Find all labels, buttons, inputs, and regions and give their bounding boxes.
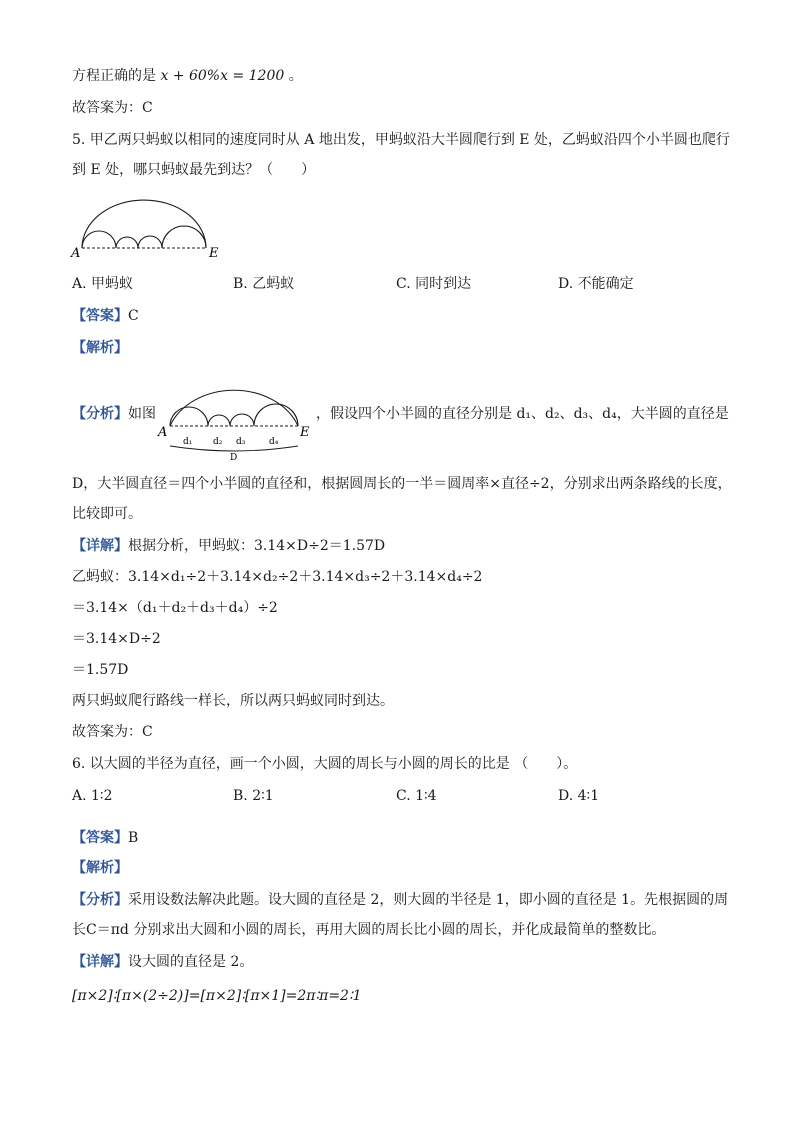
equation: x + 60%x = 1200: [160, 68, 285, 84]
q5-xiangjie-line: [72, 536, 385, 556]
q5-option-d: [558, 274, 634, 294]
label-d4: d₄: [269, 437, 279, 447]
label-total-d: D: [230, 453, 238, 462]
q5-fenxi-line2: D，大半圆直径＝四个小半圆的直径和，根据圆周长的一半＝圆周率×直径÷2，分别求出两条路线的长度，: [72, 476, 732, 492]
answer-value: B: [128, 830, 139, 846]
analysis-tag: 【解析】: [72, 860, 128, 876]
option-text: 1∶4: [415, 788, 437, 804]
option-text: 乙蚂蚁: [252, 276, 295, 292]
option-letter: D.: [558, 276, 574, 292]
top-answer-line: 故答案为：C: [72, 100, 153, 116]
fenxi-after-figure: ，假设四个小半圆的直径分别是 d₁、d₂、d₃、d₄，大半圆的直径是: [316, 406, 729, 422]
fenxi-before-figure: 如图: [128, 406, 156, 422]
option-text: 1∶2: [91, 788, 113, 804]
q5-conclusion: 两只蚂蚁爬行路线一样长，所以两只蚂蚁同时到达。: [72, 693, 394, 709]
equation-prefix: 方程正确的是: [72, 68, 156, 84]
small-semicircle-1: [82, 231, 116, 248]
xiangjie-tag: 【详解】: [72, 538, 128, 554]
q6-option-c: [396, 786, 437, 806]
small-semicircle-2: [116, 237, 138, 248]
q6-formula: [π×2]∶[π×(2÷2)]=[π×2]∶[π×1]=2π∶π=2∶1: [72, 988, 362, 1004]
q5-stem-line2: 到 E 处，哪只蚂蚁最先到达？（ ）: [72, 162, 316, 178]
small-semicircle-3: [138, 236, 162, 248]
q5-answer-line: [72, 306, 139, 326]
label-a: A: [158, 425, 168, 440]
equation-line: [72, 66, 303, 86]
xiangjie-text: 设大圆的直径是 2。: [128, 954, 254, 970]
q5-answer-final: 故答案为：C: [72, 724, 153, 740]
q5-analysis-figure: [156, 366, 322, 462]
option-letter: A.: [72, 788, 87, 804]
q6-xiangjie-line: [72, 952, 253, 972]
q5-option-b: [233, 274, 294, 294]
q6-option-a: [72, 786, 112, 806]
q5-stem-line1: 5. 甲乙两只蚂蚁以相同的速度同时从 A 地出发，甲蚂蚁沿大半圆爬行到 E 处，乙蚂蚁沿四个小半圆也爬行: [72, 132, 730, 148]
label-e: E: [209, 246, 219, 261]
xiangjie-text: 根据分析，甲蚂蚁：3.14×D÷2＝1.57D: [128, 538, 386, 554]
fenxi-tag: 【分析】: [72, 892, 128, 908]
label-d1: d₁: [183, 437, 193, 447]
q6-stem: 6. 以大圆的半径为直径，画一个小圆，大圆的周长与小圆的周长的比是 （ ）。: [72, 756, 578, 772]
q5-calc-line1: 乙蚂蚁：3.14×d₁÷2＋3.14×d₂÷2＋3.14×d₃÷2＋3.14×d₄÷2: [72, 569, 483, 585]
q5-fenxi-line3: 比较即可。: [72, 506, 142, 522]
option-letter: C.: [396, 788, 411, 804]
label-d2: d₂: [213, 437, 223, 447]
option-text: 4∶1: [577, 788, 600, 804]
q6-fenxi-line1: [72, 890, 728, 910]
label-e: E: [300, 425, 310, 440]
q5-calc-line2: ＝3.14×（d₁＋d₂＋d₃＋d₄）÷2: [72, 600, 278, 616]
option-letter: C.: [396, 276, 411, 292]
option-text: 甲蚂蚁: [91, 276, 134, 292]
q5-calc-line4: ＝1.57D: [72, 662, 129, 678]
q6-fenxi-line2: 长C＝πd 分别求出大圆和小圆的周长，再用大圆的周长比小圆的周长，并化成最简单的整数比。: [72, 922, 666, 938]
fenxi-tag: 【分析】: [72, 406, 128, 422]
xiangjie-tag: 【详解】: [72, 954, 128, 970]
option-letter: B.: [233, 788, 248, 804]
q5-option-c: [396, 274, 471, 294]
analysis-tag: 【解析】: [72, 340, 128, 356]
option-letter: A.: [72, 276, 87, 292]
answer-value: C: [128, 308, 139, 324]
small-semicircle-3: [230, 414, 254, 426]
equation-suffix: 。: [288, 68, 303, 84]
q6-option-b: [233, 786, 274, 806]
option-text: 同时到达: [415, 276, 472, 292]
option-letter: D.: [558, 788, 574, 804]
q5-calc-line3: ＝3.14×D÷2: [72, 631, 161, 647]
option-text: 2∶1: [252, 788, 274, 804]
q6-analysis-tag: [72, 858, 128, 878]
small-semicircle-2: [208, 415, 230, 426]
q5-analysis-tag: [72, 338, 128, 358]
fenxi-text: 采用设数法解决此题。设大圆的直径是 2，则大圆的半径是 1，即小圆的直径是 1。先根据圆的周: [128, 892, 729, 908]
answer-tag: 【答案】: [72, 830, 128, 846]
option-letter: B.: [233, 276, 248, 292]
answer-tag: 【答案】: [72, 308, 128, 324]
q6-answer-line: [72, 828, 138, 848]
q6-option-d: [558, 786, 599, 806]
label-d3: d₃: [236, 437, 246, 447]
large-semicircle: [170, 390, 298, 426]
large-semicircle: [82, 200, 206, 248]
q5-option-a: [72, 274, 133, 294]
small-semicircle-4: [162, 226, 206, 248]
q5-semicircle-figure: [70, 190, 230, 262]
option-text: 不能确定: [577, 276, 634, 292]
label-a: A: [71, 246, 81, 261]
